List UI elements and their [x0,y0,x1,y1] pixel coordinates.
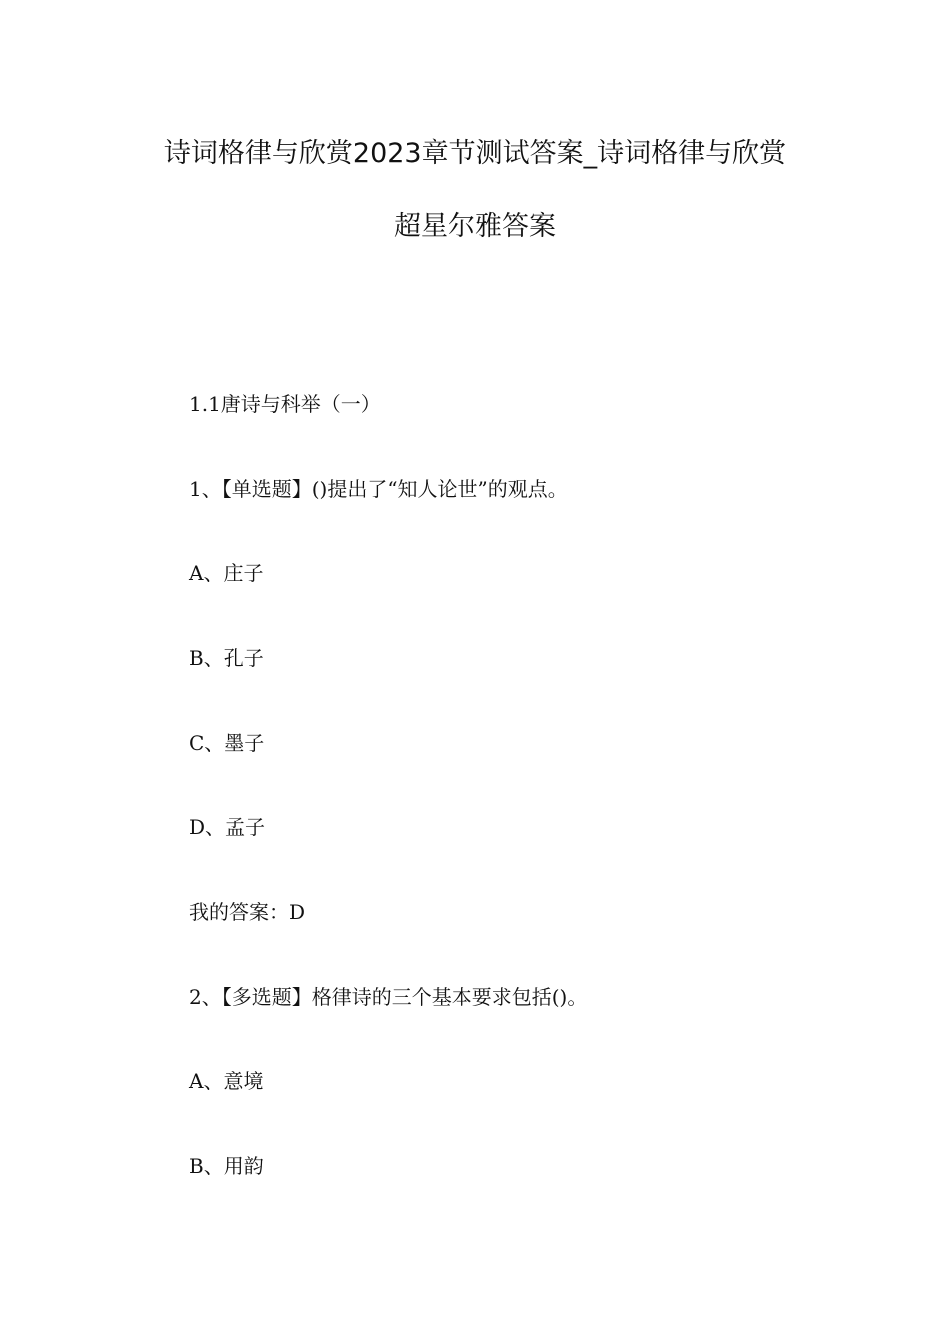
question-1-option-a: A、庄子 [189,561,264,585]
question-1-answer: 我的答案：D [189,900,306,924]
question-1-stem: 1、【单选题】()提出了“知人论世”的观点。 [189,477,568,501]
question-1-option-b: B、孔子 [189,646,264,670]
document-title-line-1: 诗词格律与欣赏2023章节测试答案_诗词格律与欣赏 [163,138,787,169]
question-2-option-a: A、意境 [189,1069,264,1093]
document-title-line-2: 超星尔雅答案 [394,211,556,242]
question-2-stem: 2、【多选题】格律诗的三个基本要求包括()。 [189,985,588,1009]
question-1-option-c: C、墨子 [189,731,265,755]
question-1-option-d: D、孟子 [189,815,266,839]
section-heading: 1.1唐诗与科举（一） [189,392,381,416]
question-2-option-b: B、用韵 [189,1154,264,1178]
